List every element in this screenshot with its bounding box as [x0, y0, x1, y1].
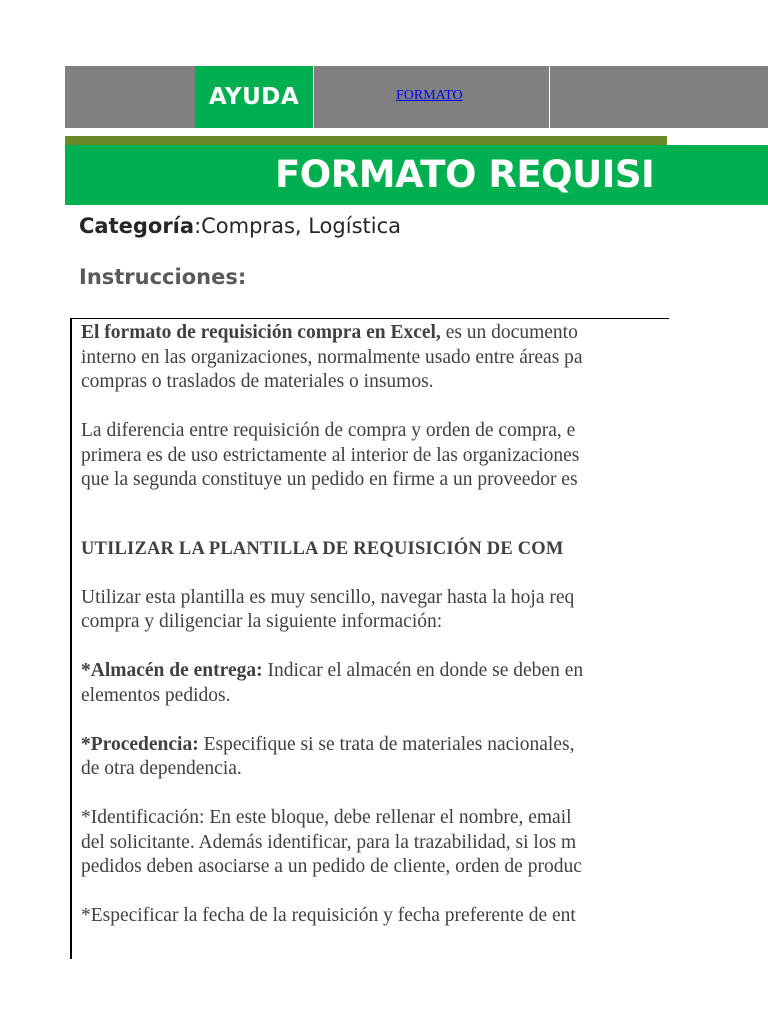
bold-text: El formato de requisición compra en Excel, — [81, 322, 441, 343]
paragraph-line: *Identificación: En este bloque, debe rellenar el nombre, email — [81, 807, 572, 828]
paragraph-line: compras o traslados de materiales o insumos. — [81, 371, 434, 392]
category-line — [79, 214, 401, 238]
paragraph-line: pedidos deben asociarse a un pedido de cliente, orden de produc — [81, 856, 582, 877]
title-band — [65, 145, 768, 205]
paragraph-line: La diferencia entre requisición de compra y orden de compra, e — [81, 420, 576, 441]
bold-text: *Almacén de entrega: — [81, 660, 263, 681]
paragraph-line — [81, 659, 669, 684]
category-value: :Compras, Logística — [194, 214, 401, 238]
text: Indicar el almacén en donde se deben en — [262, 660, 584, 681]
paragraph-line: Utilizar esta plantilla es muy sencillo, navegar hasta la hoja req — [81, 586, 575, 608]
top-navigation-bar — [65, 66, 768, 128]
cell-divider — [313, 66, 314, 128]
blank-cell — [65, 66, 195, 128]
category-label: Categoría — [79, 214, 195, 238]
paragraph-line: compra y diligenciar la siguiente información: — [81, 611, 443, 632]
text: es un documento — [440, 322, 578, 343]
paragraph-line: de otra dependencia. — [81, 758, 242, 779]
paragraph-line — [81, 321, 669, 346]
olive-accent-strip — [65, 136, 667, 145]
cell-divider — [549, 66, 550, 128]
paragraph-line: primera es de uso estrictamente al interior de las organizaciones — [81, 444, 580, 466]
paragraph-line: interno en las organizaciones, normalmente usado entre áreas pa — [81, 346, 583, 368]
paragraph-line: *Especificar la fecha de la requisición y fecha preferente de ent — [81, 905, 576, 926]
text: Especifique si se trata de materiales nacionales, — [198, 733, 575, 755]
section-heading: UTILIZAR LA PLANTILLA DE REQUISICIÓN DE COM — [81, 538, 564, 559]
paragraph-line: elementos pedidos. — [81, 684, 231, 706]
paragraph-line: que la segunda constituye un pedido en firme a un proveedor es — [81, 469, 578, 490]
instructions-heading: Instrucciones: — [79, 265, 247, 289]
instructions-content — [81, 321, 669, 929]
paragraph-line: del solicitante. Además identificar, para la trazabilidad, si los m — [81, 831, 577, 853]
ayuda-button[interactable]: AYUDA — [195, 66, 313, 128]
formato-link[interactable]: FORMATO — [396, 88, 463, 103]
paragraph-line — [81, 733, 669, 758]
instructions-text-box — [70, 318, 669, 959]
page-title: FORMATO REQUISI — [275, 153, 655, 196]
bold-text: *Procedencia: — [81, 733, 199, 755]
